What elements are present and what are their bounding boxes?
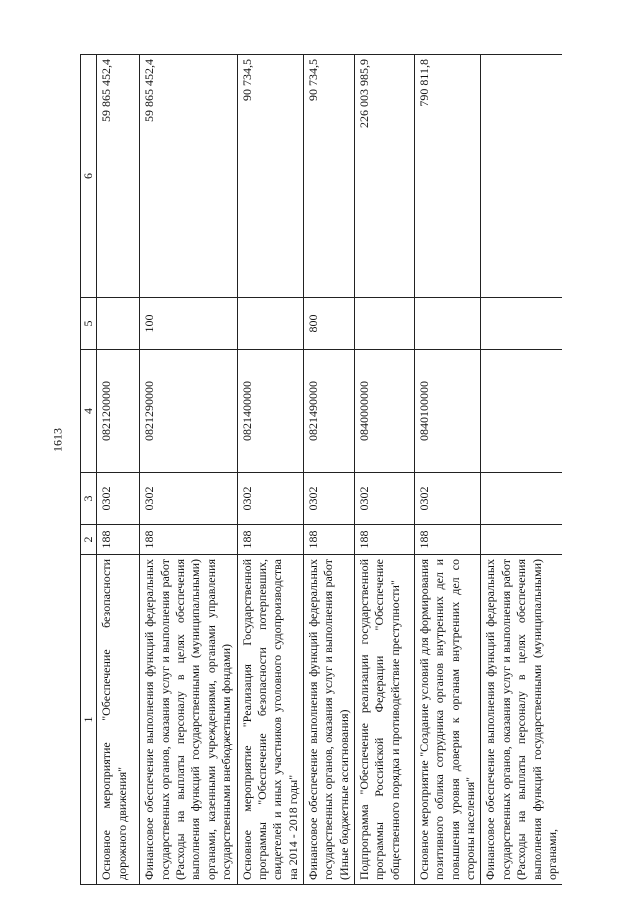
row-amount xyxy=(481,55,563,298)
table-row xyxy=(140,55,237,885)
row-vr xyxy=(97,298,140,350)
table-row xyxy=(415,55,481,885)
row-amount: 790 811,8 xyxy=(415,55,481,298)
row-section: 0302 xyxy=(355,473,415,525)
row-name: Основное мероприятие "Обеспечение безопасности дорожного движения" xyxy=(97,555,140,885)
row-target: 0821490000 xyxy=(303,350,354,473)
row-grbs: 188 xyxy=(355,525,415,555)
header-col-5: 5 xyxy=(81,298,97,350)
row-grbs: 188 xyxy=(237,525,303,555)
row-amount: 90 734,5 xyxy=(303,55,354,298)
row-grbs xyxy=(481,525,563,555)
table-row xyxy=(237,55,303,885)
row-vr: 800 xyxy=(303,298,354,350)
header-row xyxy=(81,55,97,885)
row-grbs: 188 xyxy=(97,525,140,555)
row-section: 0302 xyxy=(140,473,237,525)
row-vr xyxy=(415,298,481,350)
row-vr xyxy=(355,298,415,350)
row-amount: 59 865 452,4 xyxy=(97,55,140,298)
table-row xyxy=(355,55,415,885)
row-amount: 90 734,5 xyxy=(237,55,303,298)
row-target: 0840000000 xyxy=(355,350,415,473)
row-name: Основное мероприятие "Реализация Государственной программы "Обеспечение безопасности потерпевших, свидетелей и иных участников уголовного судопроизводства на 2014 - 2018 годы" xyxy=(237,555,303,885)
row-vr: 100 xyxy=(140,298,237,350)
row-grbs: 188 xyxy=(140,525,237,555)
table-row xyxy=(303,55,354,885)
row-vr xyxy=(237,298,303,350)
table-row xyxy=(97,55,140,885)
row-target: 0821200000 xyxy=(97,350,140,473)
row-section: 0302 xyxy=(303,473,354,525)
header-col-3: 3 xyxy=(81,473,97,525)
row-grbs: 188 xyxy=(303,525,354,555)
header-col-1: 1 xyxy=(81,555,97,885)
row-target: 0821290000 xyxy=(140,350,237,473)
row-amount: 226 003 985,9 xyxy=(355,55,415,298)
row-name: Финансовое обеспечение выполнения функций федеральных государственных органов, оказания услуг и выполнения работ (Расходы на выплаты персоналу в целях обеспечения выполнения функций государственными (муниципальными) органами, казенными учреждениями, органами управления государственными внебюджетными фондами) xyxy=(140,555,237,885)
row-vr xyxy=(481,298,563,350)
row-name: Основное мероприятие "Создание условий для формирования позитивного облика сотрудника органов внутренних дел и повышения уровня доверия к органам внутренних дел со стороны населения" xyxy=(415,555,481,885)
row-grbs: 188 xyxy=(415,525,481,555)
rotated-table-container xyxy=(80,55,640,885)
row-section: 0302 xyxy=(415,473,481,525)
header-col-4: 4 xyxy=(81,350,97,473)
row-amount: 59 865 452,4 xyxy=(140,55,237,298)
header-col-6: 6 xyxy=(81,55,97,298)
budget-table xyxy=(80,54,562,885)
row-name: Подпрограмма "Обеспечение реализации государственной программы Российской Федерации "Обеспечение общественного порядка и противодействие преступности" xyxy=(355,555,415,885)
page-number: 1613 xyxy=(50,428,65,452)
row-target: 0840100000 xyxy=(415,350,481,473)
table-row xyxy=(481,55,563,885)
row-name: Финансовое обеспечение выполнения функций федеральных государственных органов, оказания услуг и выполнения работ (Иные бюджетные ассигнования) xyxy=(303,555,354,885)
header-col-2: 2 xyxy=(81,525,97,555)
row-section: 0302 xyxy=(237,473,303,525)
row-target: 0821400000 xyxy=(237,350,303,473)
row-name: Финансовое обеспечение выполнения функций федеральных государственных органов, оказания услуг и выполнения работ (Расходы на выплаты персоналу в целях обеспечения выполнения функций государственными (муниципальными) органами, xyxy=(481,555,563,885)
row-target xyxy=(481,350,563,473)
row-section xyxy=(481,473,563,525)
row-section: 0302 xyxy=(97,473,140,525)
